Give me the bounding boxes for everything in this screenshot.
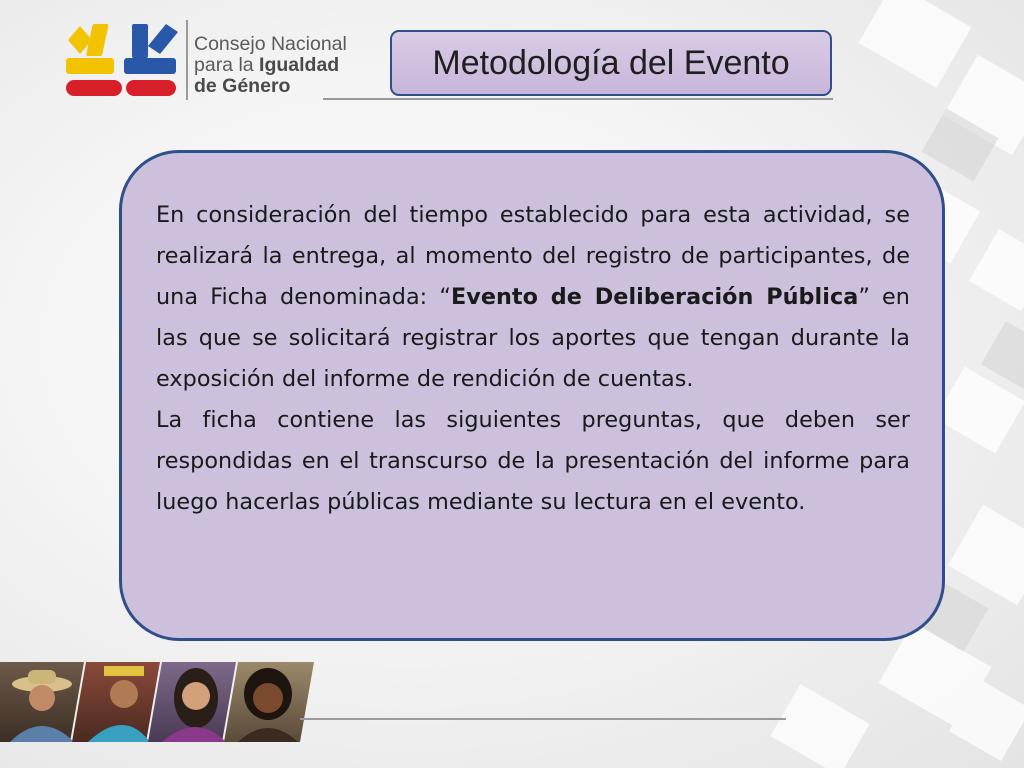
- logo-line-2: para la Igualdad: [194, 54, 340, 76]
- slide-title: Metodología del Evento: [390, 30, 832, 96]
- form-name: Evento de Deliberación Pública: [450, 284, 859, 310]
- young-woman-photo: [148, 662, 236, 742]
- organization-logo: [60, 18, 360, 108]
- woman-with-hat-photo: [0, 662, 84, 742]
- smiling-woman-photo: [224, 662, 314, 742]
- indigenous-woman-photo: [72, 662, 160, 742]
- logo-divider: [186, 20, 188, 100]
- logo-text: [194, 34, 347, 97]
- paragraph-1: En consideración del tiempo establecido para esta actividad, se realizará la entrega, al momento del registro de participantes, de una Ficha denominada: “Evento de Deliberación Pública” en las que se solicitará registrar los aportes que tengan durante la exposición del informe de rendición de cuentas.: [156, 202, 910, 392]
- footer-rule: [300, 718, 786, 720]
- paragraph-2: La ficha contiene las siguientes preguntas, que deben ser respondidas en el transcurso de la presentación del informe para luego hacerlas públicas mediante su lectura en el evento.: [156, 407, 910, 515]
- content-box: [119, 150, 945, 641]
- logo-line-3: de Género: [194, 75, 291, 97]
- photo-strip: [0, 662, 320, 744]
- logo-line-1: Consejo Nacional: [194, 33, 347, 55]
- logo-mark-icon: [60, 18, 185, 104]
- title-underline: [323, 98, 833, 100]
